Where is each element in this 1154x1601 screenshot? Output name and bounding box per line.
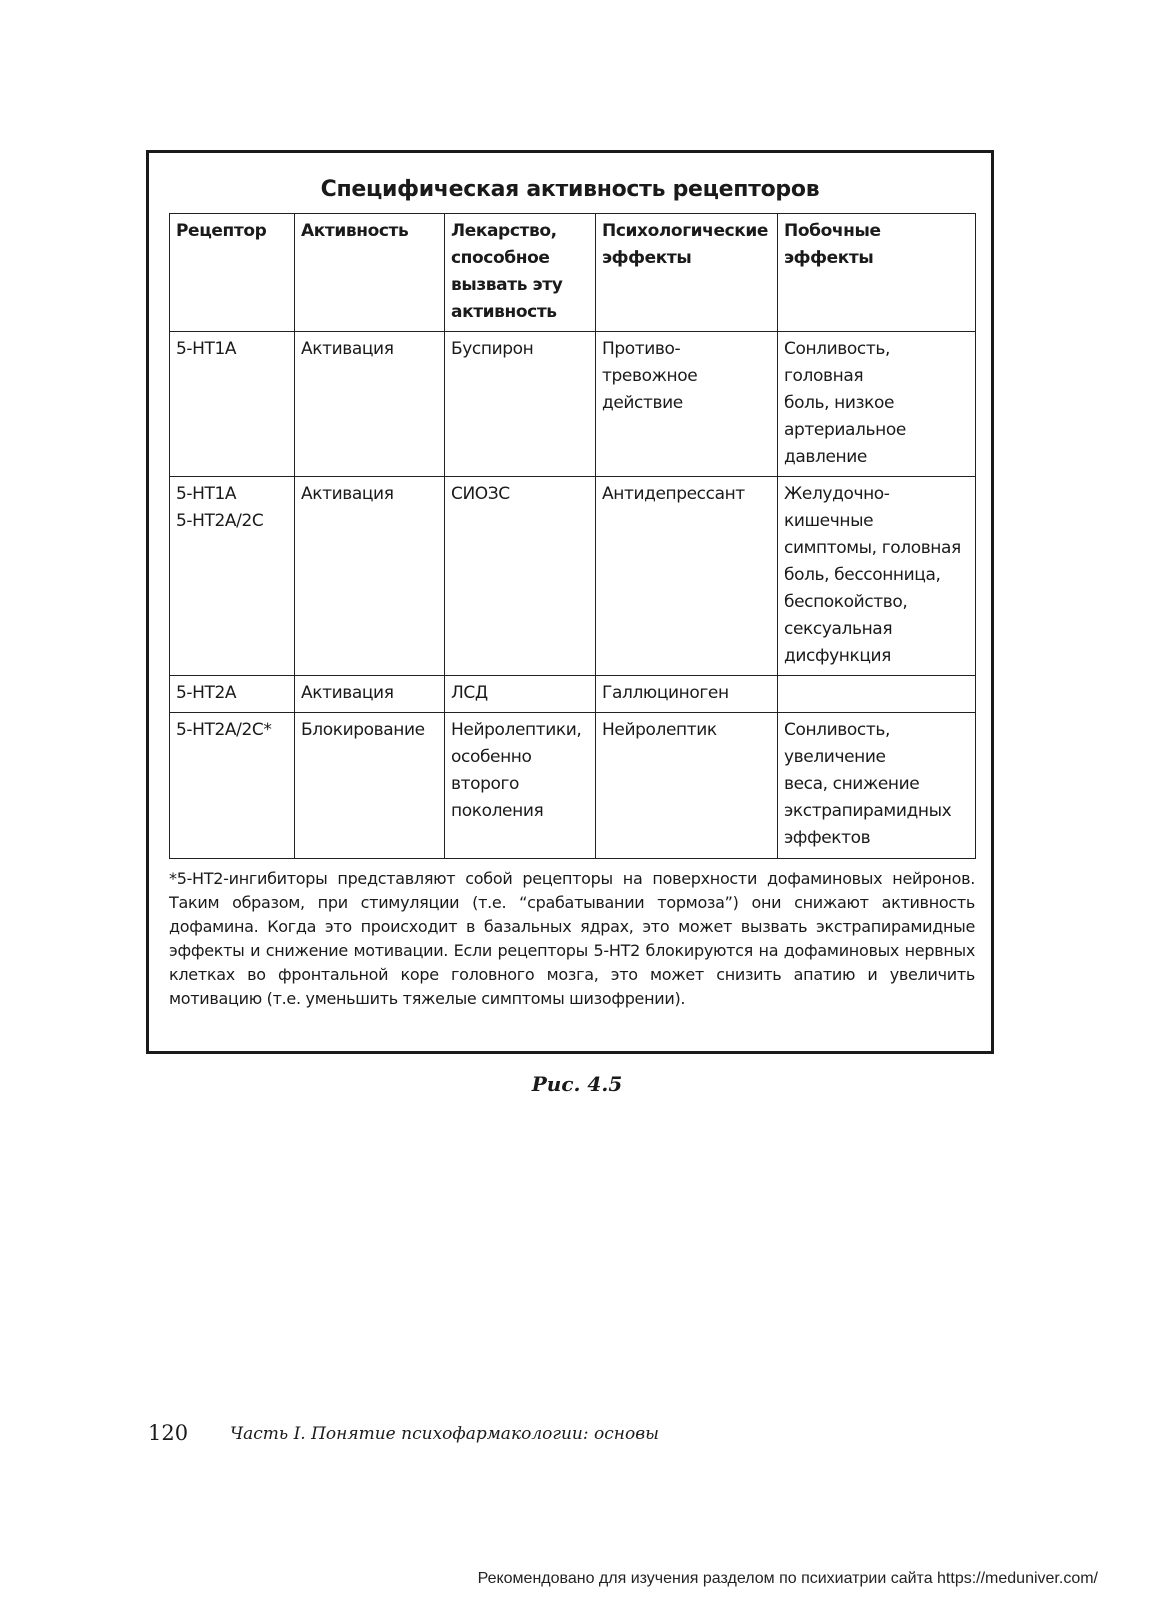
table-cell: Активация — [295, 676, 445, 713]
table-cell: Сонливость, увеличение веса, снижение экстрапирамидных эффектов — [778, 713, 976, 859]
table-cell: Галлюциноген — [596, 676, 778, 713]
table-footnote: *5-НТ2-ингибиторы представляют собой рецепторы на поверхности дофаминовых нейронов. Таким образом, при стимуляции (т.е. “срабатывании тормоза”) они снижают активность дофамина. Когда это происходит в базальных ядрах, это может вызвать экстрапирамидные эффекты и снижение мотивации. Если рецепторы 5-НТ2 блокируются на дофаминовых нервных клетках во фронтальной коре головного мозга, это может снизить апатию и увеличить мотивацию (т.е. уменьшить тяжелые симптомы шизофрении). — [169, 869, 975, 1008]
table-header-row — [170, 214, 976, 332]
table-cell — [778, 676, 976, 713]
column-header-psych-effects: Психологические эффекты — [596, 214, 778, 332]
table-cell: ЛСД — [445, 676, 596, 713]
table-row — [170, 676, 976, 713]
table-cell: Антидепрессант — [596, 477, 778, 676]
table-cell: 5-HT1A — [170, 332, 295, 477]
table-cell: Активация — [295, 477, 445, 676]
table-cell: Противо- тревожное действие — [596, 332, 778, 477]
table-cell: Буспирон — [445, 332, 596, 477]
receptor-table — [169, 213, 976, 859]
table-row — [170, 713, 976, 859]
figure-box — [146, 150, 994, 1054]
table-cell: Сонливость, головная боль, низкое артериальное давление — [778, 332, 976, 477]
table-cell: Нейролептики, особенно второго поколения — [445, 713, 596, 859]
table-cell: 5-HT2A/2C* — [170, 713, 295, 859]
page-number: 120 — [148, 1421, 189, 1445]
table-cell: Блокирование — [295, 713, 445, 859]
column-header-drug: Лекарство, способное вызвать эту активность — [445, 214, 596, 332]
figure-caption: Рис. 4.5 — [531, 1072, 623, 1096]
table-cell: 5-HT1A 5-HT2A/2C — [170, 477, 295, 676]
table-cell: СИОЗС — [445, 477, 596, 676]
table-cell: Желудочно- кишечные симптомы, головная боль, бессонница, беспокойство, сексуальная дисфункция — [778, 477, 976, 676]
column-header-receptor: Рецептор — [170, 214, 295, 332]
column-header-activity: Активность — [295, 214, 445, 332]
column-header-side-effects: Побочные эффекты — [778, 214, 976, 332]
figure-title: Специфическая активность рецепторов — [320, 177, 820, 202]
table-cell: Нейролептик — [596, 713, 778, 859]
table-row — [170, 332, 976, 477]
footer-note: Рекомендовано для изучения разделом по психиатрии сайта https://meduniver.com/ — [477, 1570, 1098, 1587]
table-cell: Активация — [295, 332, 445, 477]
running-head: Часть I. Понятие психофармакологии: основы — [230, 1424, 659, 1444]
table-cell: 5-HT2A — [170, 676, 295, 713]
table-row — [170, 477, 976, 676]
